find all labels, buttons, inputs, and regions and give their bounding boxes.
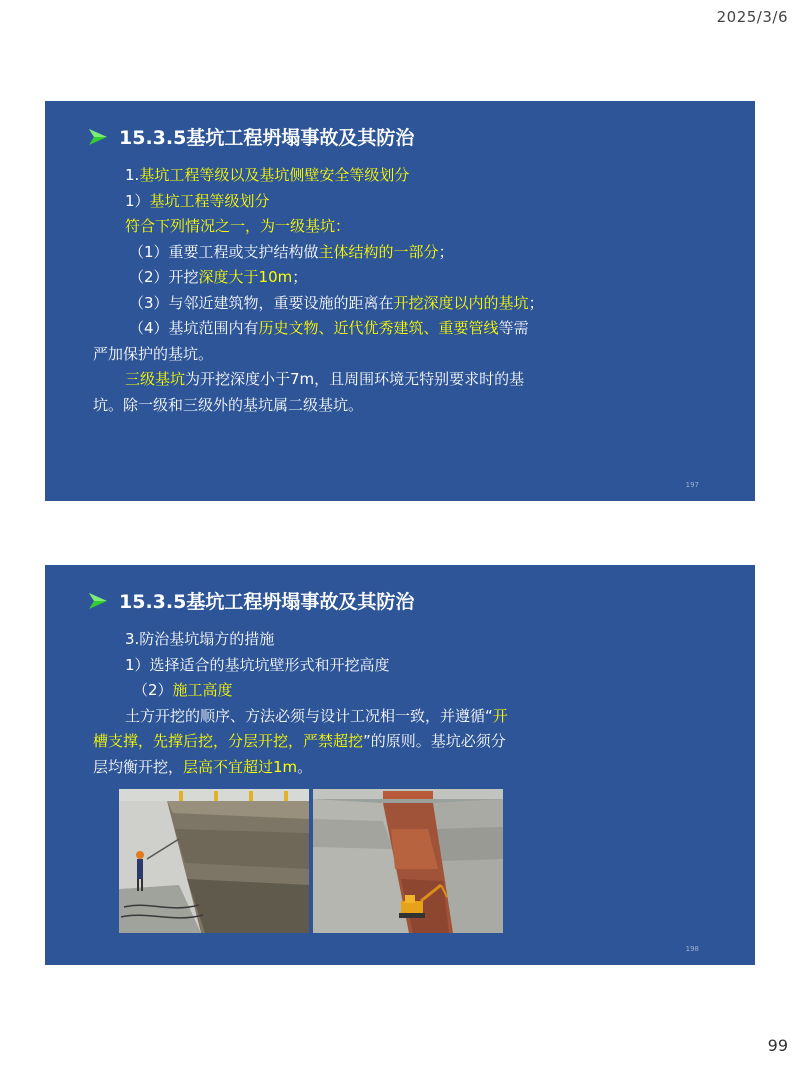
line-5: 槽支撑，先撑后挖，分层开挖，严禁超挖”的原则。基坑必须分 [93,732,506,750]
bullet-arrow-icon [89,593,107,609]
line-9: 三级基坑为开挖深度小于7m，且周围环境无特别要求时的基 [125,370,525,388]
page-date: 2025/3/6 [716,8,788,26]
line-3: （2）施工高度 [133,681,233,699]
slide-title [89,123,414,150]
line-8: 严加保护的基坑。 [93,344,214,363]
line-4: （1）重要工程或支护结构做主体结构的一部分； [129,242,454,261]
line-5: （2）开挖深度大于10m； [129,268,308,286]
slide-title-text: 15.3.5基坑工程坍塌事故及其防治 [119,591,415,613]
line-3: 符合下列情况之一，为一级基坑： [125,217,351,235]
slide-body [93,627,633,780]
line-6: 层均衡开挖，层高不宜超过1m。 [93,757,313,776]
line-2: 1）选择适合的基坑坑壁形式和开挖高度 [125,655,390,674]
excavation-pit-photo [313,789,503,933]
line-1: 3.防治基坑塌方的措施 [125,630,275,648]
line-2: 1）基坑工程等级划分 [125,191,270,210]
slide-body [93,163,633,418]
slide-title [89,587,414,614]
slide-198 [45,565,755,965]
line-4: 土方开挖的顺序、方法必须与设计工况相一致，并遵循“开 [125,706,508,725]
line-7: （4）基坑范围内有历史文物、近代优秀建筑、重要管线等需 [129,319,529,337]
slide-number: 198 [685,945,699,953]
line-1: 1.基坑工程等级以及基坑侧壁安全等级划分 [125,166,410,184]
photo-row [119,789,503,933]
slide-197 [45,101,755,501]
slide-number: 197 [685,481,699,489]
bullet-arrow-icon [89,129,107,145]
line-10: 坑。除一级和三级外的基坑属二级基坑。 [93,395,364,414]
slide-title-text: 15.3.5基坑工程坍塌事故及其防治 [119,127,415,149]
line-6: （3）与邻近建筑物，重要设施的距离在开挖深度以内的基坑； [129,293,544,312]
page-number: 99 [767,1036,788,1055]
excavation-wall-photo [119,789,309,933]
